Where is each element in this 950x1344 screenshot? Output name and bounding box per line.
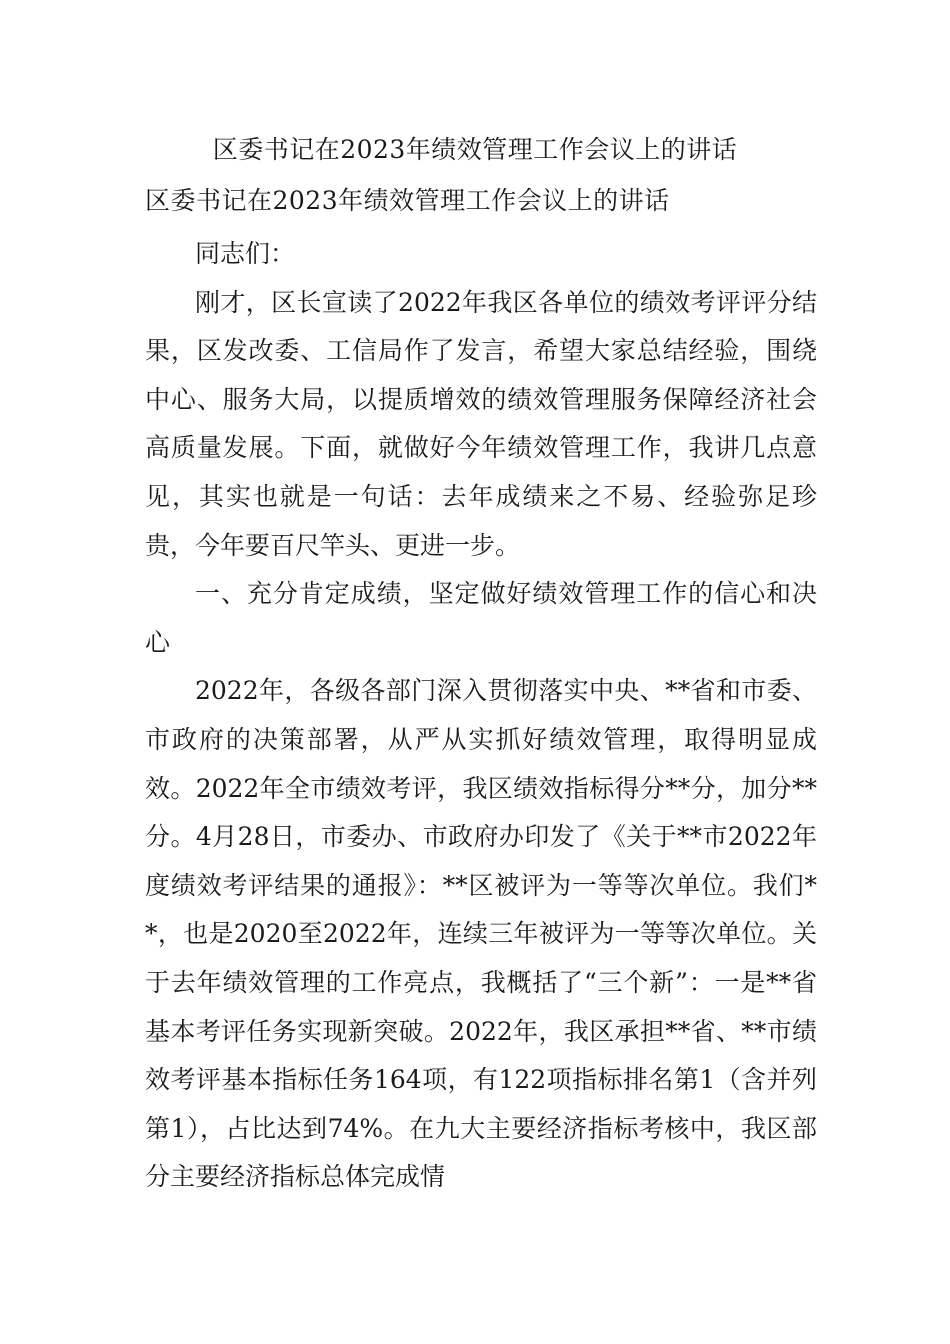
section-heading-1: 一、充分肯定成绩，坚定做好绩效管理工作的信心和决心 (145, 579, 817, 657)
document-body (145, 230, 817, 1202)
paragraph-achievements: 2022年，各级各部门深入贯彻落实中央、**省和市委、市政府的决策部署，从严从实抓好绩效管理，取得明显成效。2022年全市绩效考评，我区绩效指标得分**分，加分**分。4月28日，市委办、市政府办印发了《关于**市2022年度绩效考评结果的通报》：**区被评为一等等次单位。我们**，也是2020至2022年，连续三年被评为一等等次单位。关于去年绩效管理的工作亮点，我概括了“三个新”：一是**省基本考评任务实现新突破。2022年，我区承担**省、**市绩效考评基本指标任务164项，有122项指标排名第1（含并列第1），占比达到74%。在九大主要经济指标考核中，我区部分主要经济指标总体完成情 (145, 676, 817, 1192)
document-subtitle: 区委书记在2023年绩效管理工作会议上的讲话 (145, 186, 670, 215)
paragraph-intro: 刚才，区长宣读了2022年我区各单位的绩效考评评分结果，区发改委、工信局作了发言，希望大家总结经验，围绕中心、服务大局，以提质增效的绩效管理服务保障经济社会高质量发展。下面，就做好今年绩效管理工作，我讲几点意见，其实也就是一句话：去年成绩来之不易、经验弥足珍贵，今年要百尺竿头、更进一步。 (145, 287, 817, 560)
document-title: 区委书记在2023年绩效管理工作会议上的讲话 (212, 135, 738, 164)
paragraph-salutation: 同志们： (195, 239, 296, 268)
